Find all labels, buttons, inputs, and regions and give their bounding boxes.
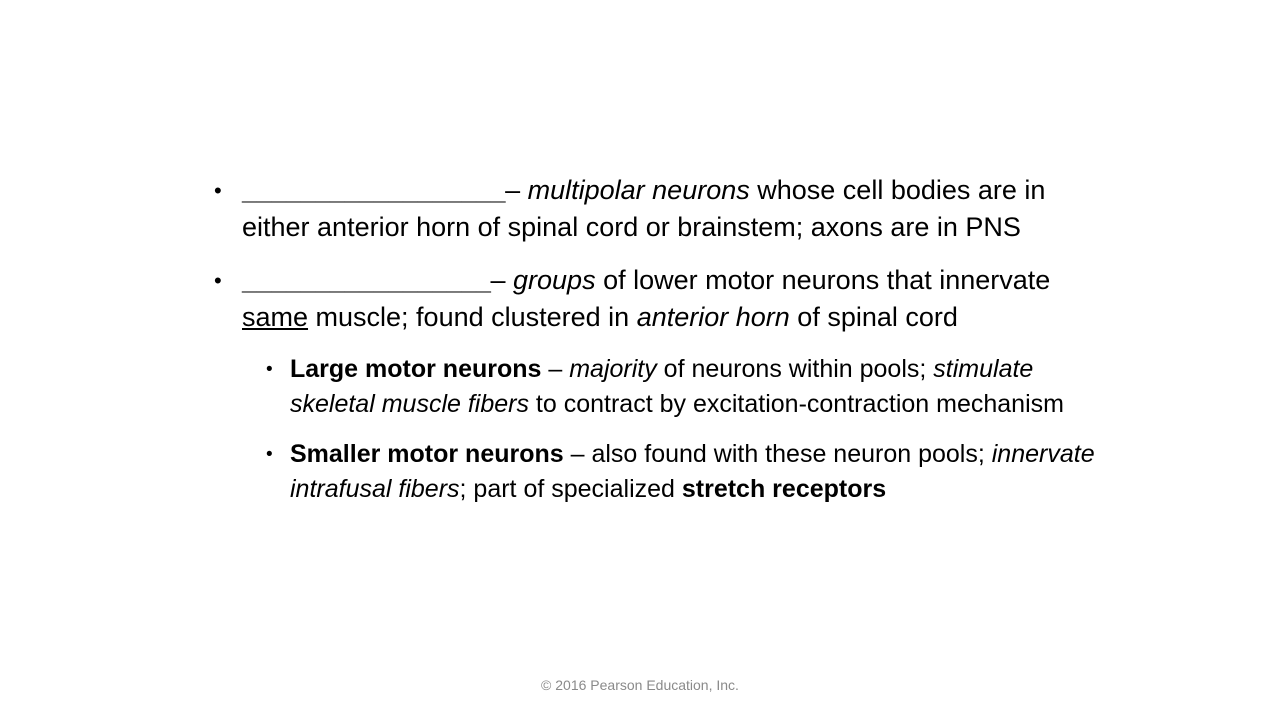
subbullet-large-motor-neurons: [214, 352, 1114, 422]
subbullet-smaller-motor-neurons: [214, 437, 1114, 507]
dash: –: [490, 265, 514, 295]
underlined-word: same: [242, 302, 309, 332]
subbullet-text: to contract by excitation-contraction mechanism: [528, 390, 1064, 418]
bullet-text: of spinal cord: [789, 302, 958, 332]
term-italic: groups: [513, 265, 596, 295]
term-italic: multipolar neurons: [527, 175, 750, 205]
bold-term: Large motor neurons: [290, 355, 542, 383]
dash: –: [541, 355, 570, 383]
slide-content: [214, 172, 1114, 522]
bullet-text: muscle; found clustered in: [308, 302, 637, 332]
bullet-motor-neuron-pools: [214, 262, 1114, 336]
italic-text: stimulate skeletal muscle fibers: [290, 355, 1034, 418]
dash: –: [505, 175, 528, 205]
bullet-text: of lower motor neurons that innervate: [595, 265, 1051, 295]
italic-text: anterior horn: [636, 302, 790, 332]
subbullet-text: ; part of specialized: [459, 475, 682, 503]
italic-text: innervate intrafusal fibers: [290, 440, 1095, 503]
subbullet-text: – also found with these neuron pools;: [563, 440, 992, 468]
fill-in-blank: _________________: [242, 265, 491, 295]
bullet-marker: •: [214, 178, 222, 203]
bullet-text: whose cell bodies are in either anterior horn of spinal cord or brainstem; axons are in PNS: [242, 175, 1046, 242]
subbullet-marker: •: [266, 444, 273, 465]
copyright-footer: © 2016 Pearson Education, Inc.: [541, 677, 739, 693]
bold-term: Smaller motor neurons: [290, 440, 564, 468]
bold-term: stretch receptors: [681, 475, 887, 503]
subbullet-marker: •: [266, 359, 273, 380]
subbullet-text: of neurons within pools;: [656, 355, 934, 383]
italic-text: majority: [569, 355, 657, 383]
fill-in-blank: __________________: [242, 175, 506, 205]
bullet-marker: •: [214, 268, 222, 293]
bullet-lower-motor-neurons: [214, 172, 1114, 246]
